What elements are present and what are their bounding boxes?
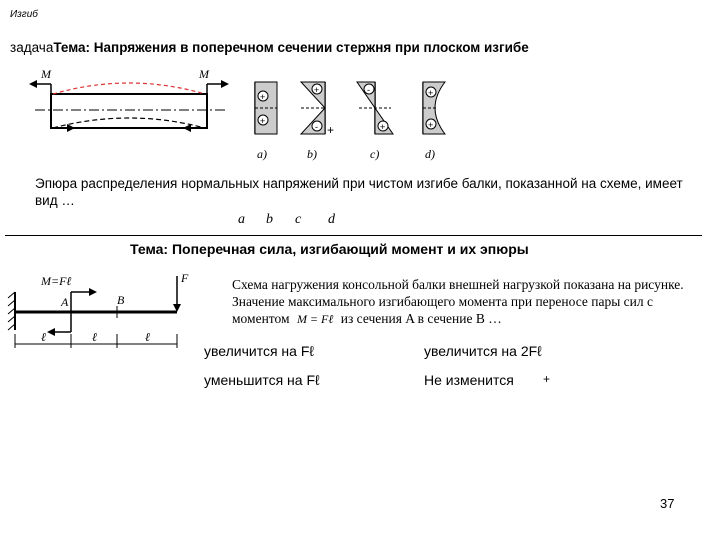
svg-text:-: - <box>315 122 318 132</box>
task2-figure <box>5 270 200 350</box>
diagram-label-b: b) <box>307 147 317 161</box>
answer-2[interactable]: увеличится на 2Fℓ <box>424 343 542 359</box>
diagram-label-a: a) <box>257 147 267 161</box>
stress-diagram-b <box>301 82 334 161</box>
task2-formula: M = Fℓ <box>296 312 334 326</box>
option-a[interactable]: a <box>238 212 245 227</box>
moment-label-left: M <box>41 67 51 81</box>
point-b-label: B <box>117 293 125 307</box>
moment-label-right: M <box>199 67 209 81</box>
section-divider <box>5 235 702 236</box>
page-header: Изгиб <box>10 9 38 20</box>
svg-text:+: + <box>428 120 434 130</box>
stress-diagram-d <box>423 82 445 161</box>
length-label-2: ℓ <box>92 330 97 344</box>
svg-text:+: + <box>260 92 266 102</box>
task2-title: Тема: Поперечная сила, изгибающий момент и их эпюры <box>130 241 529 257</box>
task1-prefix: задача <box>10 40 54 55</box>
answer-4[interactable]: Не изменится <box>424 372 514 388</box>
option-b[interactable]: b <box>266 212 273 227</box>
length-label-3: ℓ <box>145 330 150 344</box>
option-d[interactable]: d <box>328 212 335 227</box>
answer-3[interactable]: уменьшится на Fℓ <box>204 372 320 388</box>
svg-text:-: - <box>367 85 370 95</box>
couple-label: M=Fℓ <box>41 274 72 288</box>
task1-question: Эпюра распределения нормальных напряжений при чистом изгибе балки, показанной на схеме, имеет вид … <box>35 176 683 208</box>
task1-theme: Тема: Напряжения в поперечном сечении стержня при плоском изгибе <box>53 40 529 55</box>
correct-answer-mark: + <box>543 372 551 386</box>
task2-question-part2: из сечения A в сечение B … <box>340 311 502 326</box>
point-a-label: A <box>61 295 69 309</box>
svg-text:+: + <box>327 123 335 137</box>
force-label: F <box>181 271 189 285</box>
svg-text:+: + <box>380 122 386 132</box>
task1-title <box>10 40 529 55</box>
beam-diagram <box>29 67 229 132</box>
task2-question <box>232 276 712 328</box>
option-c[interactable]: c <box>295 212 302 227</box>
task2-question-part1: Схема нагружения консольной балки внешней нагрузкой показана на рисунке. Значение максимального изгибающего момента при переносе пары сил с моментом <box>232 277 684 326</box>
svg-text:+: + <box>260 116 266 126</box>
svg-text:+: + <box>428 88 434 98</box>
length-label-1: ℓ <box>41 330 46 344</box>
svg-text:+: + <box>314 85 320 95</box>
stress-diagram-a <box>255 82 277 161</box>
task1-figure <box>25 62 455 170</box>
diagram-label-c: c) <box>370 147 380 161</box>
diagram-label-d: d) <box>425 147 435 161</box>
answer-1[interactable]: увеличится на Fℓ <box>204 343 314 359</box>
page-number: 37 <box>660 496 675 511</box>
stress-diagram-c <box>357 82 393 161</box>
